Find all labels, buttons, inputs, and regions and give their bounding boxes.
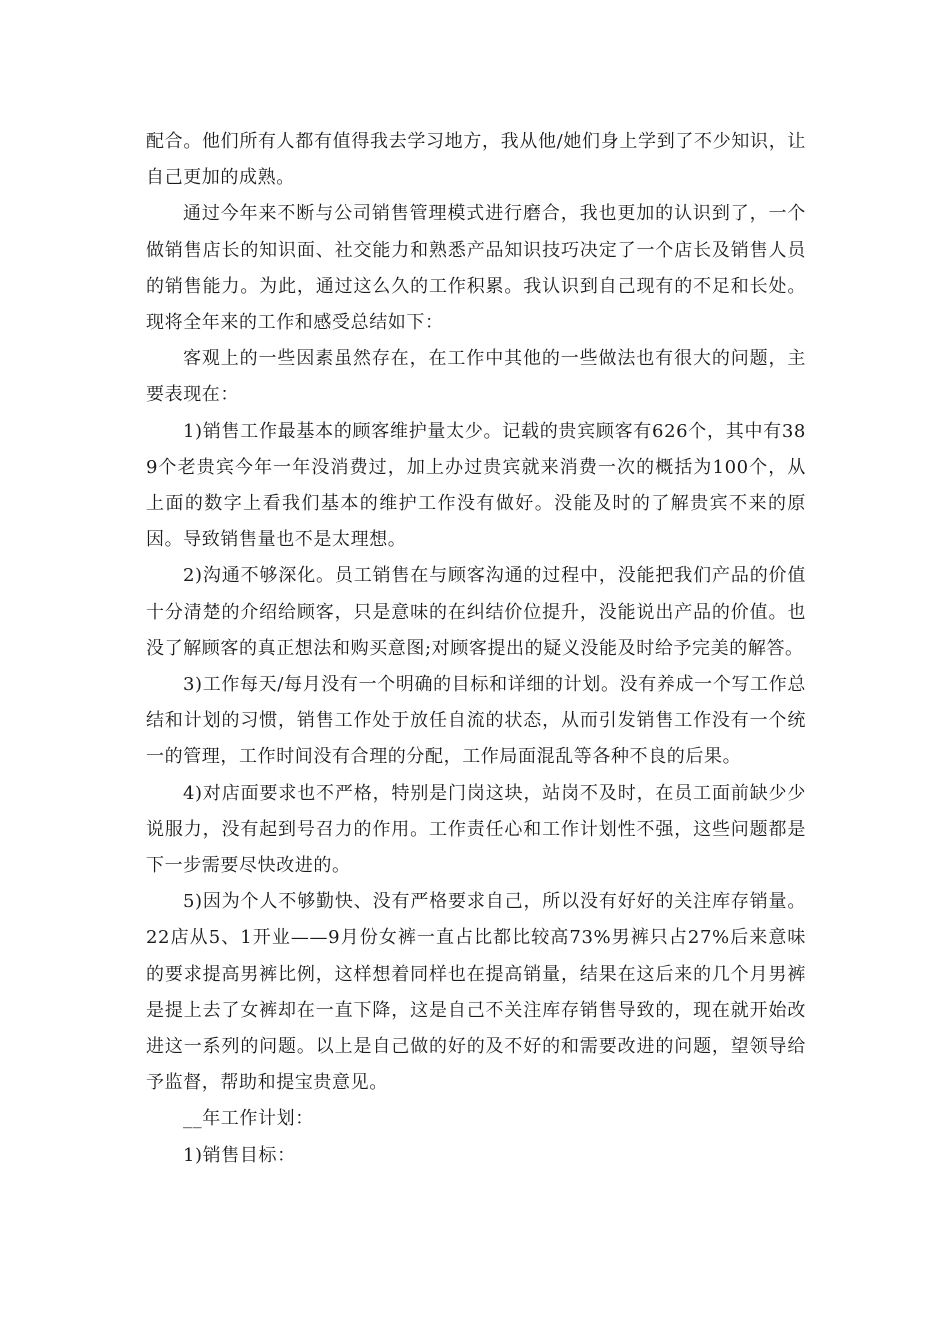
paragraph-2: 通过今年来不断与公司销售管理模式进行磨合，我也更加的认识到了，一个做销售店长的知识面、社交能力和熟悉产品知识技巧决定了一个店长及销售人员的销售能力。为此，通过这么久的工作积累。我认识到自己现有的不足和长处。现将全年来的工作和感受总结如下： [146, 203, 806, 334]
paragraph-5: 2)沟通不够深化。员工销售在与顾客沟通的过程中，没能把我们产品的价值十分清楚的介绍给顾客，只是意味的在纠结价位提升，没能说出产品的价值。也没了解顾客的真正想法和购买意图;对顾客提出的疑义没能及时给予完美的解答。 [146, 565, 806, 659]
paragraph-3: 客观上的一些因素虽然存在，在工作中其他的一些做法也有很大的问题，主要表现在： [146, 348, 806, 406]
document-body [146, 124, 806, 1174]
paragraph-1: 配合。他们所有人都有值得我去学习地方，我从他/她们身上学到了不少知识，让自己更加的成熟。 [146, 131, 806, 189]
paragraph-7: 4)对店面要求也不严格，特别是门岗这块，站岗不及时，在员工面前缺少少说服力，没有起到号召力的作用。工作责任心和工作计划性不强，这些问题都是下一步需要尽快改进的。 [146, 782, 806, 877]
paragraph-9: __年工作计划： [183, 1108, 314, 1130]
paragraph-8: 5)因为个人不够勤快、没有严格要求自己，所以没有好好的关注库存销量。22店从5、1开业——9月份女裤一直占比都比较高73%男裤只占27%后来意味的要求提高男裤比例，这样想着同样也在提高销量，结果在这后来的几个月男裤是提上去了女裤却在一直下降，这是自己不关注库存销售导致的，现在就开始改进这一系列的问题。以上是自己做的好的及不好的和需要改进的问题，望领导给予监督，帮助和提宝贵意见。 [146, 891, 806, 1094]
paragraph-4: 1)销售工作最基本的顾客维护量太少。记载的贵宾顾客有626个，其中有389个老贵宾今年一年没消费过，加上办过贵宾就来消费一次的概括为100个，从上面的数字上看我们基本的维护工作没有做好。没能及时的了解贵宾不来的原因。导致销售量也不是太理想。 [146, 420, 806, 551]
paragraph-6: 3)工作每天/每月没有一个明确的目标和详细的计划。没有养成一个写工作总结和计划的习惯，销售工作处于放任自流的状态，从而引发销售工作没有一个统一的管理，工作时间没有合理的分配，工作局面混乱等各种不良的后果。 [146, 674, 806, 768]
paragraph-10: 1)销售目标： [183, 1144, 296, 1166]
